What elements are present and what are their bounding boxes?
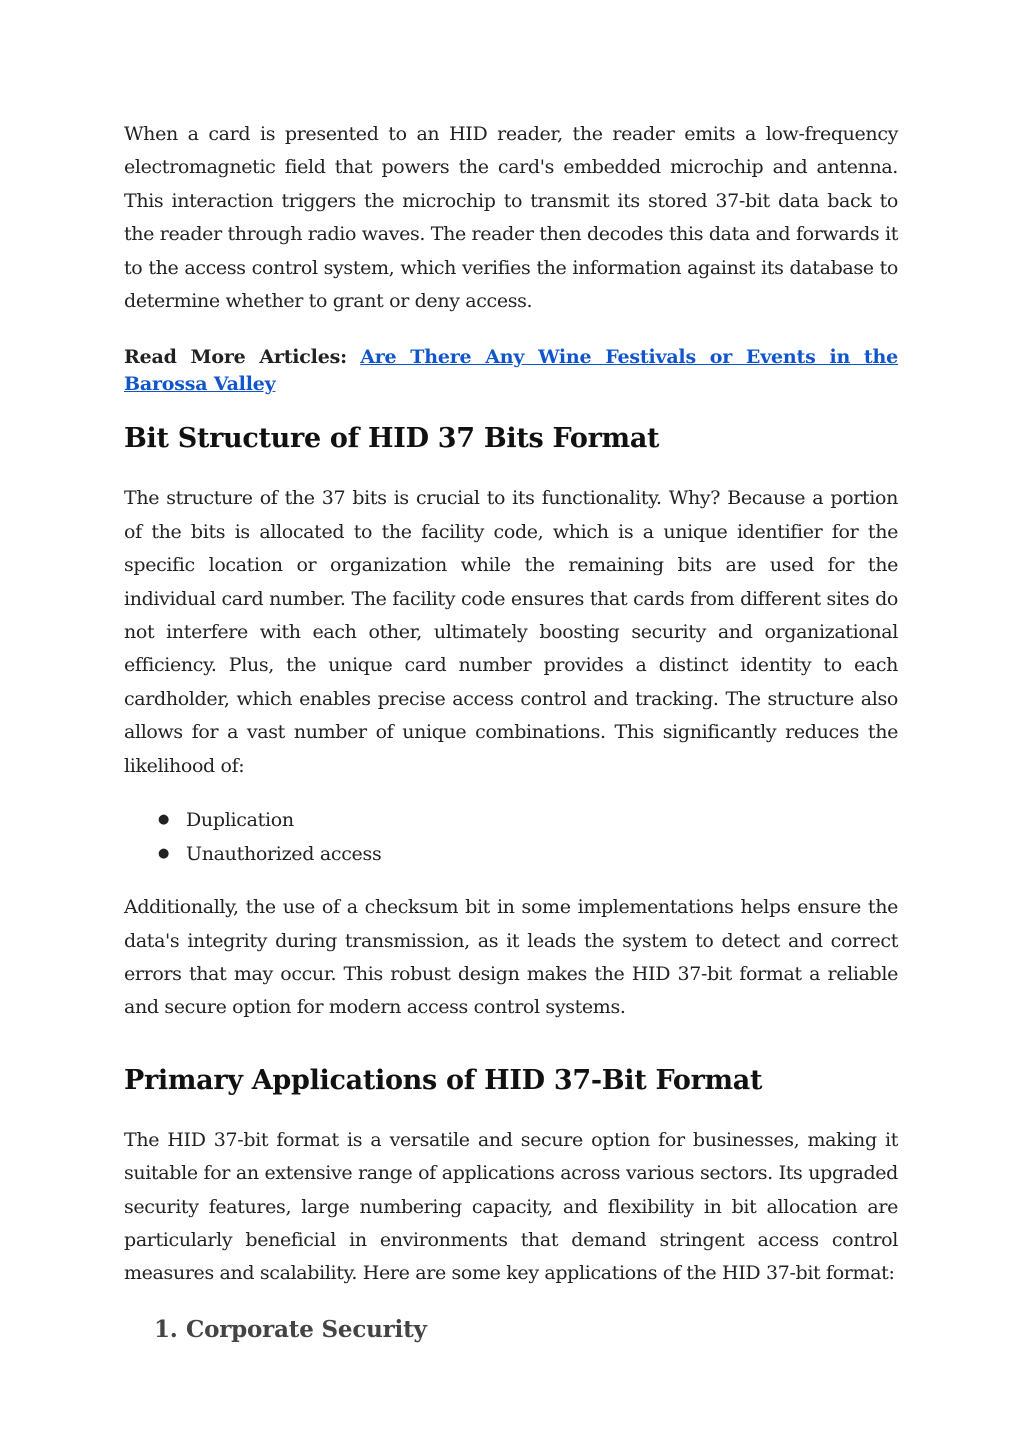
bullet-icon: ●	[158, 812, 170, 828]
subheading-number: 1.	[154, 1315, 178, 1343]
subheading-corporate-security	[124, 1315, 898, 1345]
bullet-icon: ●	[158, 846, 170, 862]
section-heading-bit-structure: Bit Structure of HID 37 Bits Format	[124, 423, 660, 455]
list-item-text: Unauthorized access	[186, 843, 382, 866]
bit-structure-paragraph: The structure of the 37 bits is crucial to its functionality. Why? Because a portion of the bits is allocated to the facility code, which is a unique identifier for the specific location or organization while the remaining bits are used for the individual card number. The facility code ensures that cards from different sites do not interfere with each other, ultimately boosting security and organizational efficiency. Plus, the unique card number provides a distinct identity to each cardholder, which enables precise access control and tracking. The structure also allows for a vast number of unique combinations. This significantly reduces the likelihood of:	[124, 487, 898, 777]
applications-paragraph: The HID 37-bit format is a versatile and secure option for businesses, making it suitable for an extensive range of applications across various sectors. Its upgraded security features, large numbering capacity, and flexibility in bit allocation are particularly beneficial in environments that demand stringent access control measures and scalability. Here are some key applications of the HID 37-bit format:	[124, 1128, 898, 1285]
subheading-text: Corporate Security	[186, 1315, 427, 1343]
bullet-list	[124, 803, 898, 871]
read-more-link[interactable]: Are There Any Wine Festivals or Events in the Barossa Valley	[124, 346, 899, 396]
checksum-paragraph: Additionally, the use of a checksum bit in some implementations helps ensure the data's integrity during transmission, as it leads the system to detect and correct errors that may occur. This robust design makes the HID 37-bit format a reliable and secure option for modern access control systems.	[124, 896, 898, 1019]
section-heading-applications: Primary Applications of HID 37-Bit Format	[124, 1064, 763, 1096]
read-more-label: Read More Articles:	[124, 346, 347, 369]
intro-paragraph: When a card is presented to an HID reader, the reader emits a low-frequency electromagnetic field that powers the card's embedded microchip and antenna. This interaction triggers the microchip to transmit its stored 37-bit data back to the reader through radio waves. The reader then decodes this data and forwards it to the access control system, which verifies the information against its database to determine whether to grant or deny access.	[124, 123, 898, 313]
list-item	[124, 837, 898, 871]
read-more-line	[124, 344, 898, 398]
list-item-text: Duplication	[186, 809, 294, 832]
list-item	[124, 803, 898, 837]
document-page	[124, 118, 898, 1345]
